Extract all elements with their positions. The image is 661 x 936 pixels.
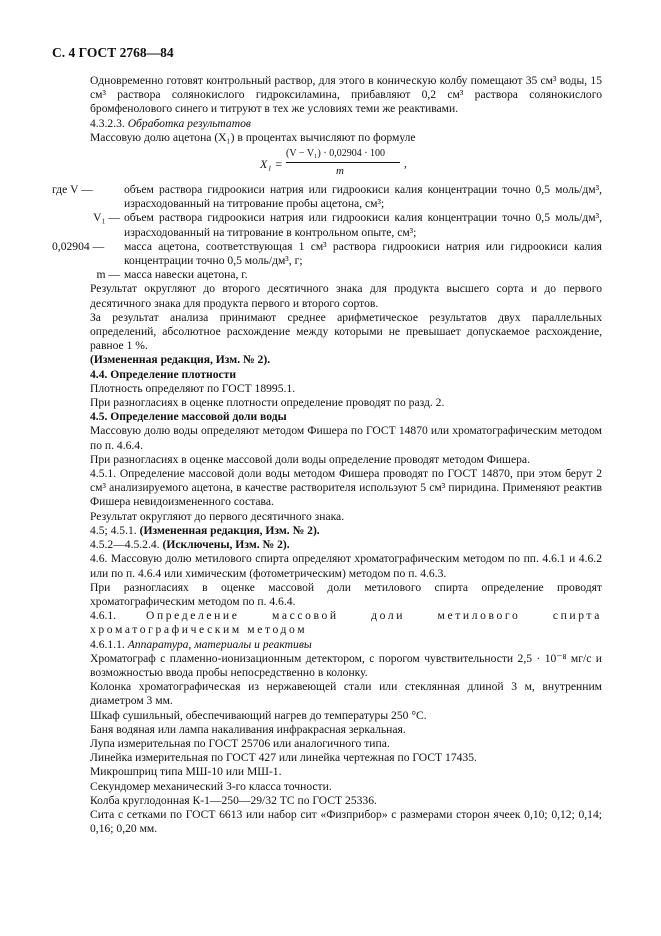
formula-comma: , — [404, 157, 407, 171]
clause-ref: 4.5; 4.5.1. — [90, 523, 137, 537]
formula-numerator: (V − V₁) · 0,02904 · 100 — [286, 148, 386, 160]
paragraph-water-method: Массовую долю воды определяют методом Фишера по ГОСТ 14870 или хроматографическим методом по п. 4.6.4. — [90, 424, 602, 452]
equipment-bath: Баня водяная или лампа накаливания инфракрасная зеркальная. — [90, 722, 406, 736]
definition-text: объем раствора гидроокиси натрия или гидроокиси калия концентрации точно 0,5 моль/дм³, израсходованный на титрование пробы ацетона, см³; — [124, 183, 602, 211]
definition-text: масса навески ацетона, г. — [124, 268, 248, 282]
paragraph-rounding-water: Результат округляют до первого десятичного знака. — [90, 509, 345, 523]
section-title: Аппаратура, материалы и реактивы — [127, 637, 312, 651]
paragraph-water-disputes: При разногласиях в оценке массовой доли воды определение проводят методом Фишера. — [90, 452, 530, 466]
equipment-microsyringe: Микрошприц типа МШ-10 или МШ-1. — [90, 765, 282, 779]
formula — [90, 147, 602, 181]
equipment-oven: Шкаф сушильный, обеспечивающий нагрев до температуры 250 °С. — [90, 708, 427, 722]
document-body — [52, 74, 602, 836]
definition-row — [52, 268, 602, 282]
formula-definitions — [52, 183, 602, 282]
definition-key: где V — — [52, 183, 93, 197]
paragraph-rounding: Результат округляют до второго десятичного знака для продукта высшего сорта и до первого десятичного знака для продукта первого и второго сортов. — [90, 282, 602, 310]
section-4-3-2-3 — [90, 117, 602, 131]
paragraph-control-solution: Одновременно готовят контрольный раствор, для этого в коническую колбу помещают 35 см³ воды, 15 см³ раствора солянокислого гидроксиламина, прибавляют 0,2 см³ раствора солянокислого бромфенолового синего и титруют в тех же условиях теми же реактивами. — [90, 74, 602, 116]
equipment-flask: Колба круглодонная К-1—250—29/32 ТС по ГОСТ 25336. — [90, 793, 377, 807]
paragraph-density-disputes: При разногласиях в оценке плотности определение проводят по разд. 2. — [90, 396, 445, 410]
section-title: Определение массовой доли метилового спирта хроматографическим методом — [90, 609, 602, 637]
amendment-4-5 — [90, 524, 602, 538]
formula-lhs: X₁ = — [260, 157, 283, 172]
amendment-note: (Измененная редакция, Изм. № 2). — [90, 353, 271, 367]
equipment-column: Колонка хроматографическая из нержавеющей стали или стеклянная длиной 3 м, внутренним диаметром 3 мм. — [90, 680, 602, 708]
section-4-6-1-1 — [90, 638, 602, 652]
paragraph-formula-intro: Массовую долю ацетона (X₁) в процентах вычисляют по формуле — [90, 130, 416, 144]
section-number: 4.6.1. — [90, 609, 117, 623]
fraction-bar — [286, 162, 400, 163]
equipment-chromatograph: Хроматограф с пламенно-ионизационным детектором, с порогом чувствительности 2,5 · 10⁻⁸ мг/с и возможностью ввода пробы непосредственно в колонку. — [90, 651, 602, 679]
definition-text: масса ацетона, соответствующая 1 см³ раствора гидроокиси натрия или гидроокиси калия концентрации точно 0,5 моль/дм³, г; — [124, 239, 602, 268]
paragraph-density: Плотность определяют по ГОСТ 18995.1. — [90, 381, 296, 395]
page-header: С. 4 ГОСТ 2768—84 — [52, 45, 174, 60]
equipment-ruler: Линейка измерительная по ГОСТ 427 или линейка чертежная по ГОСТ 17435. — [90, 751, 477, 765]
paragraph-4-5-1: 4.5.1. Определение массовой доли воды методом Фишера проводят по ГОСТ 14870, при этом берут 2 см³ анализируемого ацетона, в качестве растворителя используют 5 см³ пиридина. Применяют реактив Фишера невидоизмененного состава. — [90, 467, 602, 509]
definition-key: 0,02904 — — [52, 239, 105, 253]
clause-ref: 4.5.2—4.5.2.4. — [90, 538, 160, 552]
definition-key: V₁ — — [93, 211, 120, 225]
section-number: 4.3.2.3. — [90, 116, 125, 130]
section-4-5-title: 4.5. Определение массовой доли воды — [90, 410, 287, 424]
definition-text: объем раствора гидроокиси натрия или гидроокиси калия концентрации точно 0,5 моль/дм³, израсходованный на титрование в контрольном опыте, см³; — [124, 211, 602, 239]
paragraph-methanol-disputes: При разногласиях в оценке массовой доли метилового спирта определение проводят хроматографическим методом по п. 4.6.4. — [90, 580, 602, 608]
paragraph-result: За результат анализа принимают среднее арифметическое результатов двух параллельных определений, абсолютное расхождение между которыми не превышает допускаемое расхождение, равное 1 %. — [90, 310, 602, 353]
section-number: 4.6.1.1. — [90, 637, 125, 651]
section-4-4-title: 4.4. Определение плотности — [90, 367, 237, 381]
paragraph-4-6: 4.6. Массовую долю метилового спирта определяют хроматографическим методом по пп. 4.6.1 и 4.6.2 или по п. 4.6.4 или химическим (фотометрическим) методом по п. 4.6.3. — [90, 552, 602, 580]
definition-row — [52, 211, 602, 239]
definition-key: m — — [96, 268, 120, 282]
equipment-sieves: Сита с сетками по ГОСТ 6613 или набор сит «Физприбор» с размерами сторон ячеек 0,10; 0,12; 0,14; 0,16; 0,20 мм. — [90, 807, 602, 836]
equipment-stopwatch: Секундомер механический 3-го класса точности. — [90, 779, 332, 793]
amendment-note: (Измененная редакция, Изм. № 2). — [139, 523, 320, 537]
definition-row — [52, 240, 602, 268]
section-title: Обработка результатов — [127, 116, 251, 130]
amendment-4-5-2 — [90, 538, 602, 552]
formula-denominator: m — [336, 165, 344, 178]
amendment-note: (Исключены, Изм. № 2). — [162, 538, 290, 552]
section-4-6-1 — [90, 609, 602, 637]
definition-row — [52, 183, 602, 211]
equipment-loupe: Лупа измерительная по ГОСТ 25706 или аналогичного типа. — [90, 736, 390, 750]
